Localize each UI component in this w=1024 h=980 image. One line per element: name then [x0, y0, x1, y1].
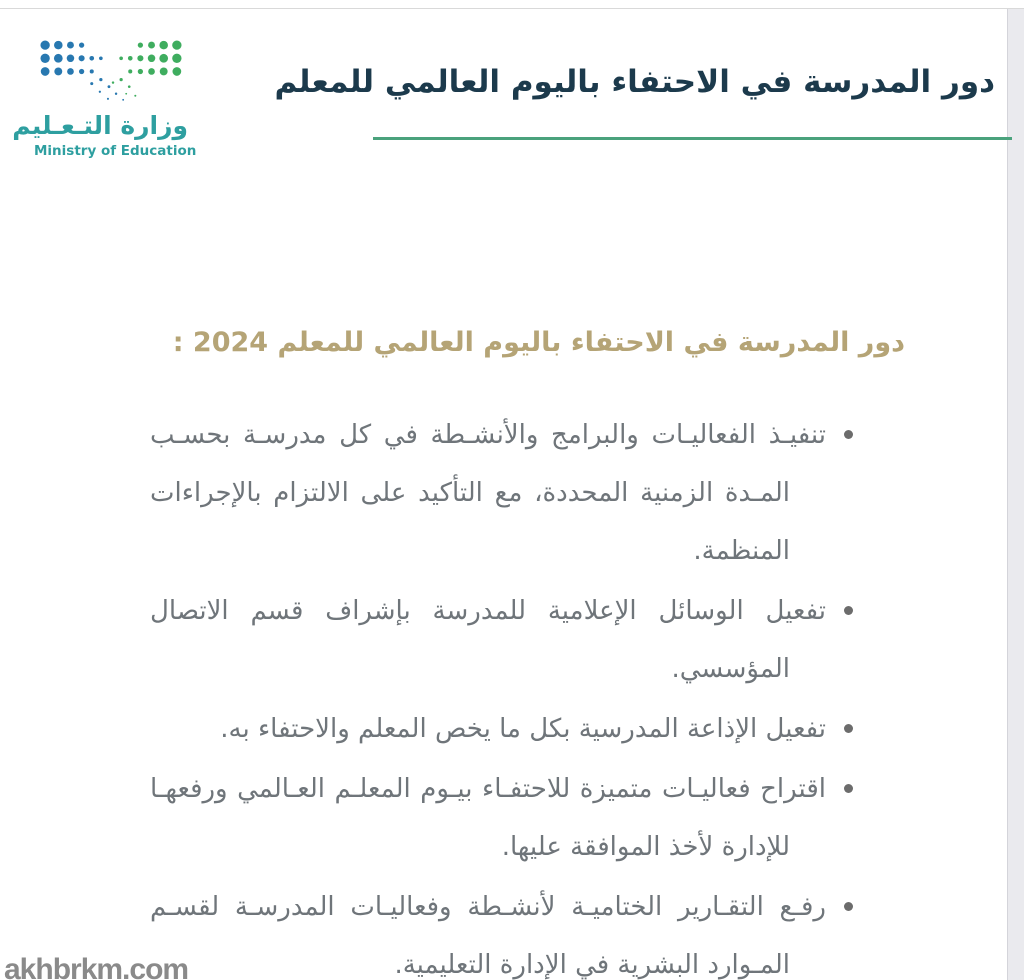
list-item-text: تفعيل الوسائل الإعلامية للمدرسة بإشراف قسم الاتصال المؤسسي.: [150, 596, 826, 684]
ministry-of-education-logo: [12, 38, 197, 159]
bullet-dot-icon: [844, 606, 853, 615]
list-item: [150, 406, 826, 580]
logo-arabic-wordmark: وزارة التـعـليم: [12, 111, 188, 140]
list-item: [150, 582, 826, 698]
list-item-text: تنفيـذ الفعاليـات والبرامج والأنشـطة في كل مدرسـة بحسـب المـدة الزمنية المحددة، مع التأكيد على الالتزام بالإجراءات المنظمة.: [150, 420, 826, 566]
bullet-dot-icon: [844, 784, 853, 793]
page-edge-strip: [1007, 9, 1024, 980]
bullet-dot-icon: [844, 902, 853, 911]
page-title: دور المدرسة في الاحتفاء باليوم العالمي للمعلم: [274, 64, 995, 100]
list-item-text: رفـع التقـارير الختاميـة لأنشـطة وفعاليـات المدرسـة لقسـم المـوارد البشرية في الإدارة التعليمية.: [150, 892, 826, 980]
title-underline: [373, 137, 1012, 140]
list-item: [150, 760, 826, 876]
top-border-line: [0, 8, 1024, 9]
list-item-text: تفعيل الإذاعة المدرسية بكل ما يخص المعلم والاحتفاء به.: [220, 714, 826, 744]
bullet-list: [150, 406, 826, 980]
section-heading: دور المدرسة في الاحتفاء باليوم العالمي للمعلم 2024 :: [172, 327, 905, 358]
bullet-dot-icon: [844, 430, 853, 439]
bullet-dot-icon: [844, 724, 853, 733]
logo-english-wordmark: Ministry of Education: [34, 142, 197, 159]
list-item-text: اقتراح فعاليـات متميزة للاحتفـاء بيـوم المعلـم العـالمي ورفعهـا للإدارة لأخذ الموافقة عليها.: [150, 774, 826, 862]
list-item: [150, 878, 826, 980]
watermark-text: akhbrkm.com: [4, 953, 189, 980]
list-item: [150, 700, 826, 758]
moe-logo-dots-icon: [35, 38, 187, 111]
